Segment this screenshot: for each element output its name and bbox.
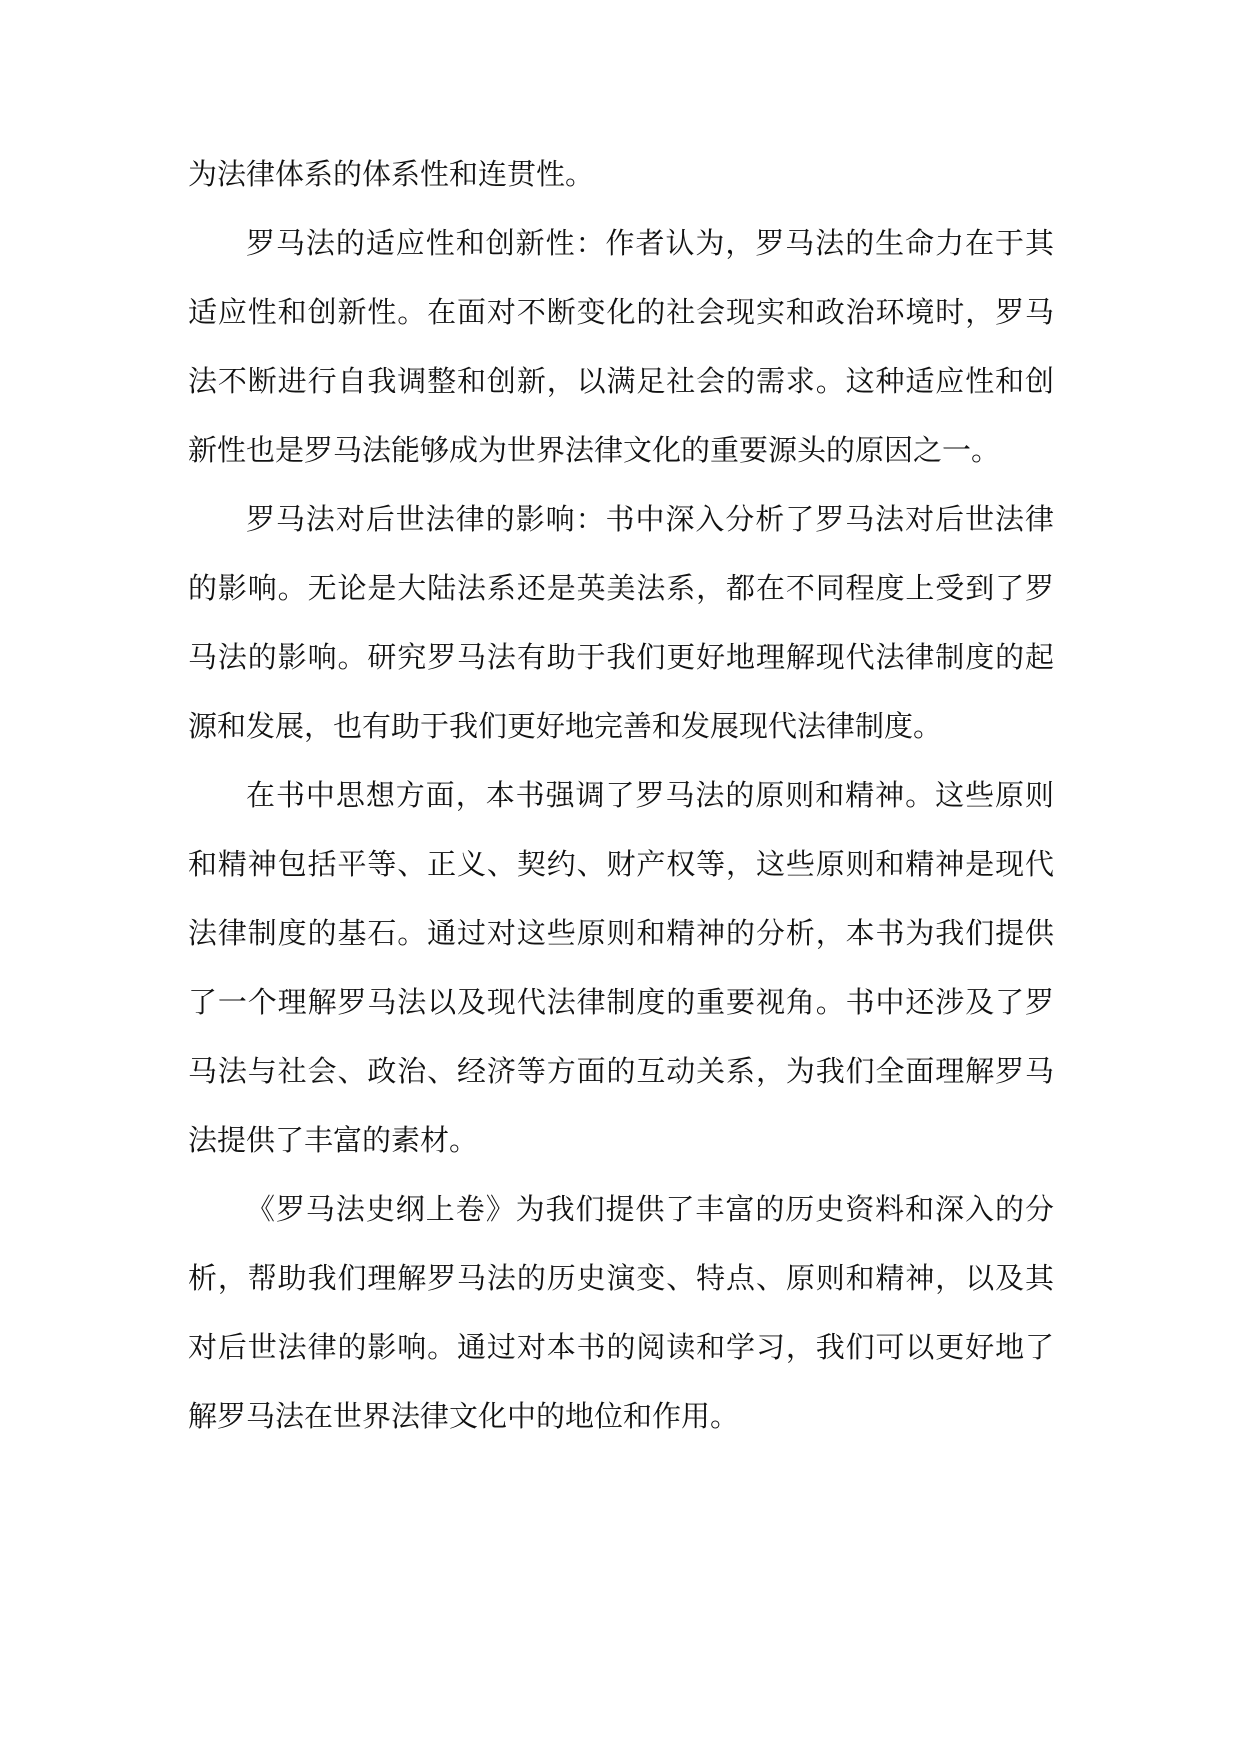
paragraph-continuation: 为法律体系的体系性和连贯性。 [188,157,595,191]
paragraph-adaptability: 罗马法的适应性和创新性：作者认为，罗马法的生命力在于其适应性和创新性。在面对不断变化的社会现实和政治环境时，罗马法不断进行自我调整和创新，以满足社会的需求。这种适应性和创新性也是罗马法能够成为世界法律文化的重要源头的原因之一。 [188,226,1054,467]
paragraph-principles: 在书中思想方面，本书强调了罗马法的原则和精神。这些原则和精神包括平等、正义、契约、财产权等，这些原则和精神是现代法律制度的基石。通过对这些原则和精神的分析，本书为我们提供了一个理解罗马法以及现代法律制度的重要视角。书中还涉及了罗马法与社会、政治、经济等方面的互动关系，为我们全面理解罗马法提供了丰富的素材。 [188,778,1054,1157]
document-body [188,140,1054,1451]
paragraph-influence: 罗马法对后世法律的影响：书中深入分析了罗马法对后世法律的影响。无论是大陆法系还是英美法系，都在不同程度上受到了罗马法的影响。研究罗马法有助于我们更好地理解现代法律制度的起源和发展，也有助于我们更好地完善和发展现代法律制度。 [188,502,1054,743]
paragraph-conclusion: 《罗马法史纲上卷》为我们提供了丰富的历史资料和深入的分析，帮助我们理解罗马法的历史演变、特点、原则和精神，以及其对后世法律的影响。通过对本书的阅读和学习，我们可以更好地了解罗马法在世界法律文化中的地位和作用。 [188,1192,1054,1433]
